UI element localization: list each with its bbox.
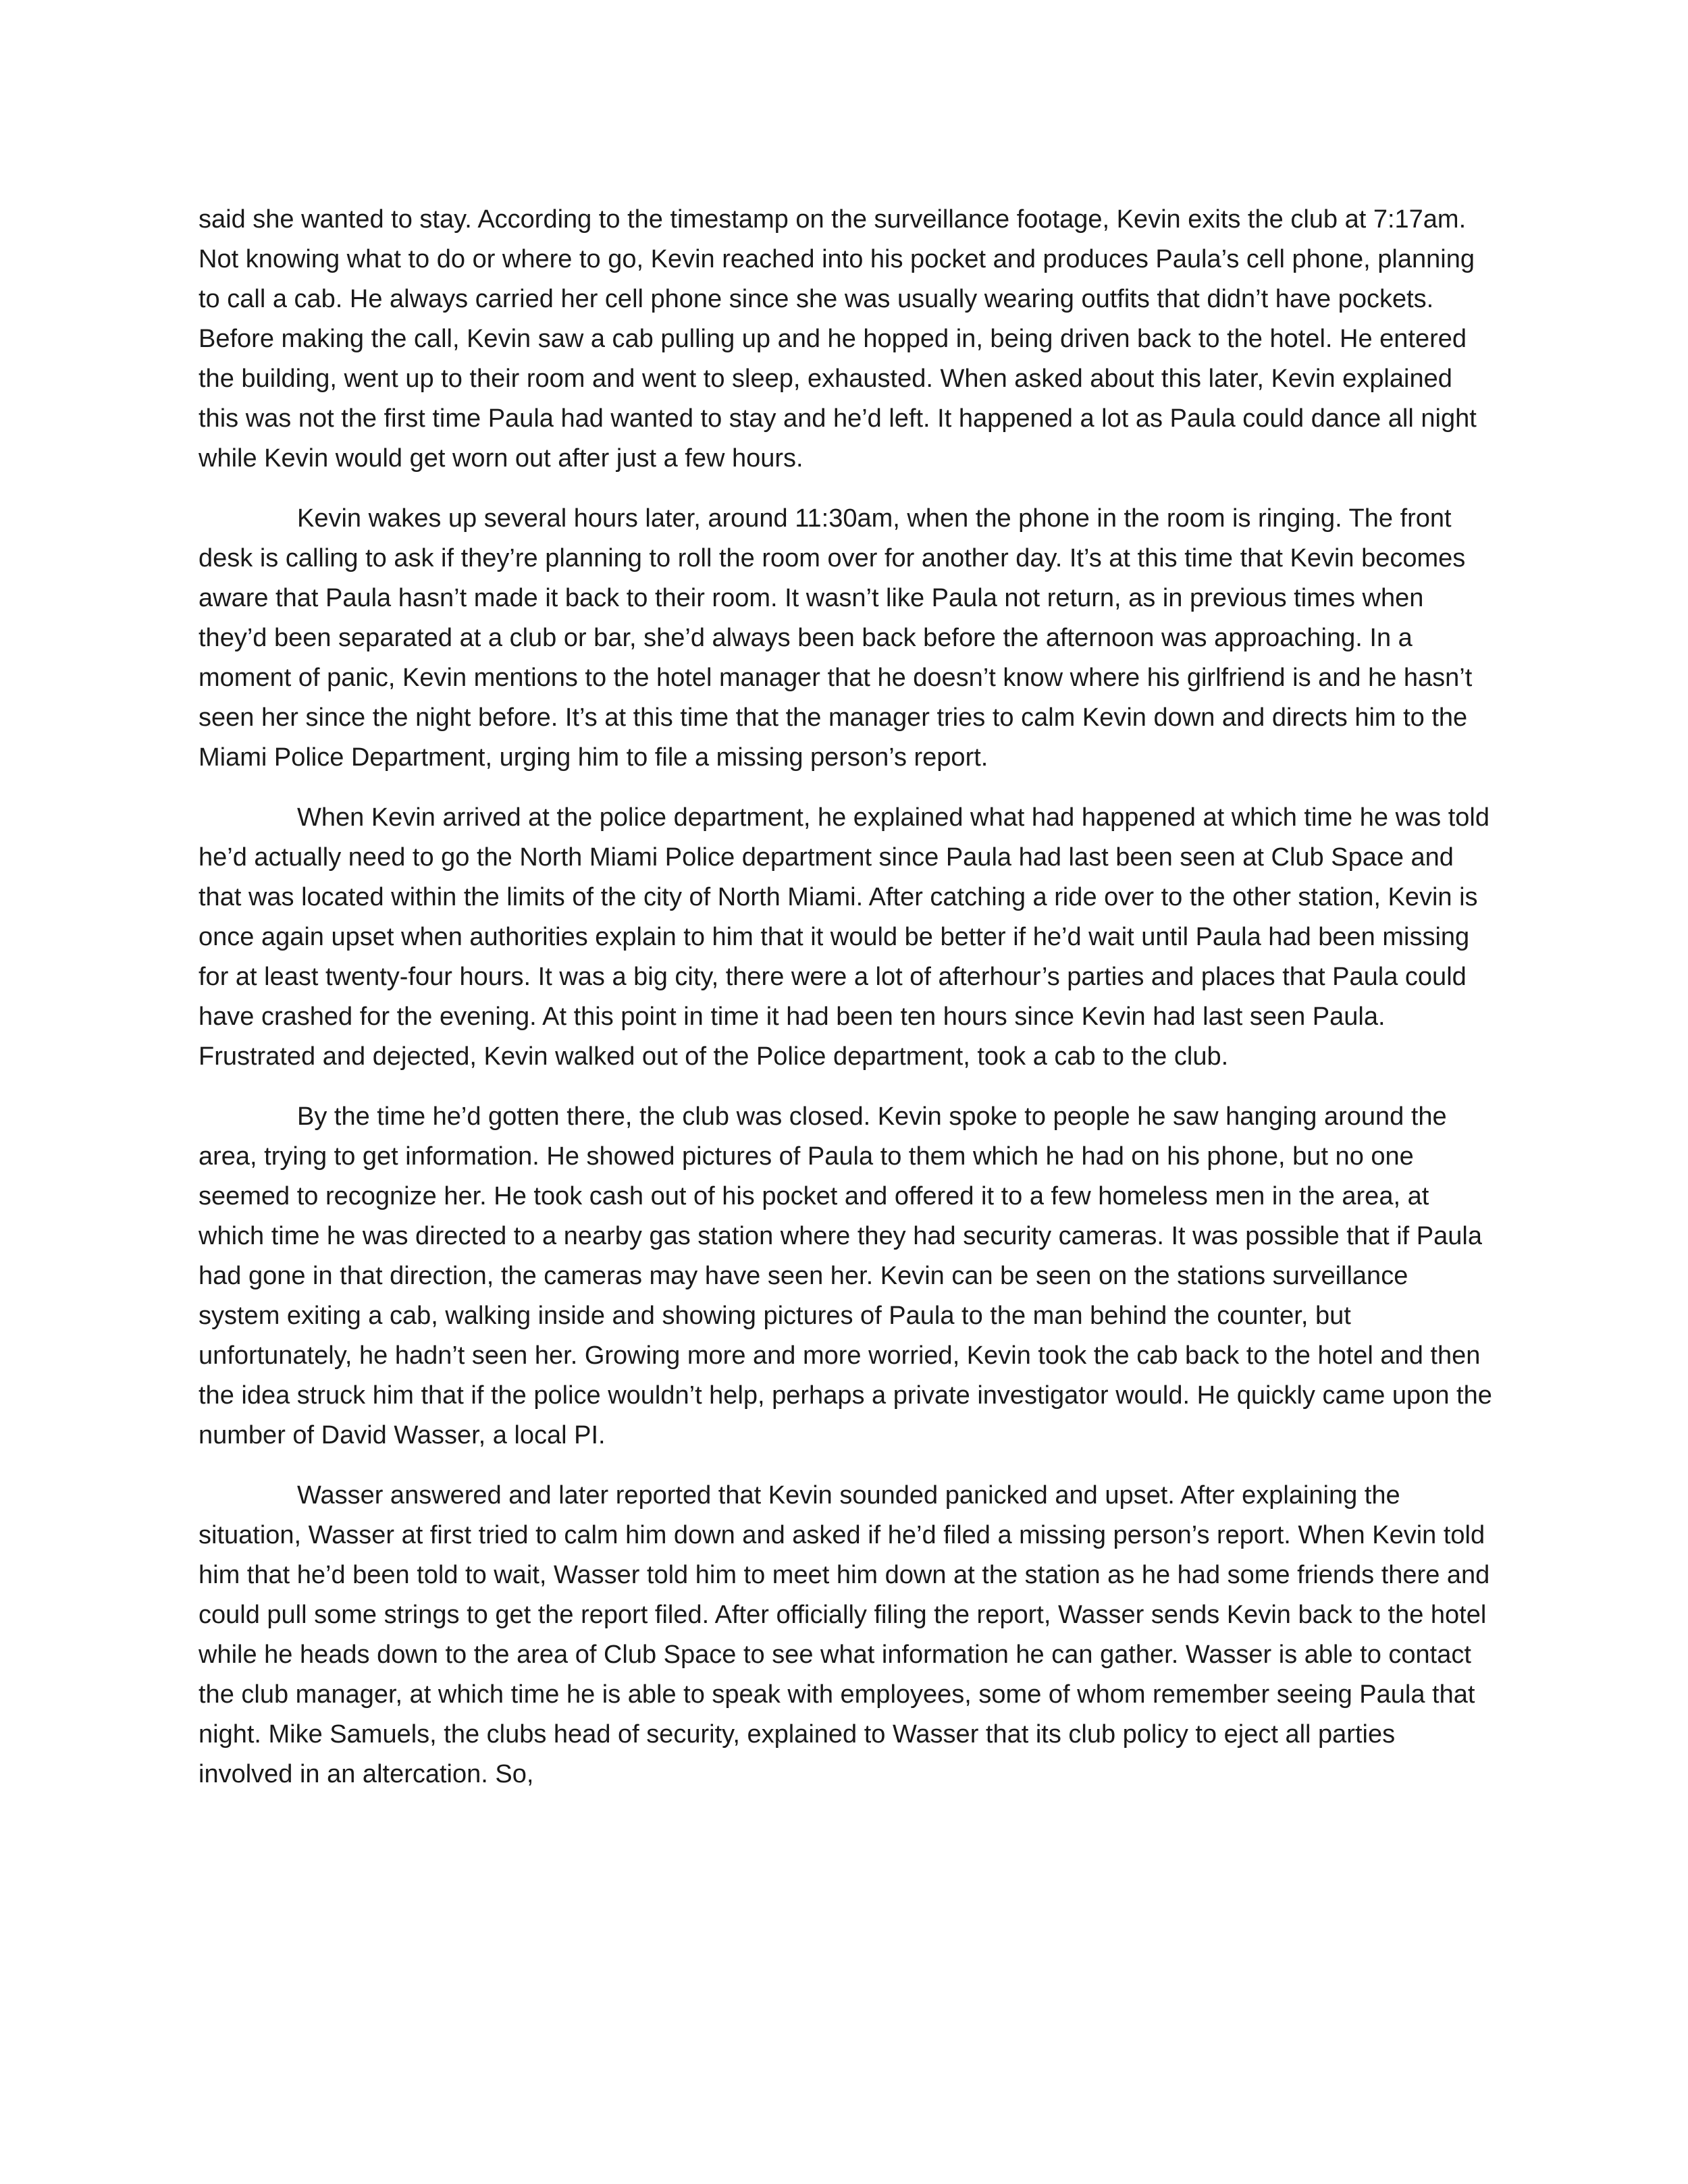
paragraph-4: By the time he’d gotten there, the club was closed. Kevin spoke to people he saw hanging around the area, trying to get information. He showed pictures of Paula to them which he had on his phone, but no one seemed to recognize her. He took cash out of his pocket and offered it to a few homeless men in the area, at which time he was directed to a nearby gas station where they had security cameras. It was possible that if Paula had gone in that direction, the cameras may have seen her. Kevin can be seen on the stations surveillance system exiting a cab, walking inside and showing pictures of Paula to the man behind the counter, but unfortunately, he hadn’t seen her. Growing more and more worried, Kevin took the cab back to the hotel and then the idea struck him that if the police wouldn’t help, perhaps a private investigator would. He quickly came upon the number of David Wasser, a local PI. — [199, 1102, 1492, 1449]
document-page — [199, 200, 1495, 1815]
paragraph-1: said she wanted to stay. According to the timestamp on the surveillance footage, Kevin exits the club at 7:17am. Not knowing what to do or where to go, Kevin reached into his pocket and produces Paula’s cell phone, planning to call a cab. He always carried her cell phone since she was usually wearing outfits that didn’t have pockets. Before making the call, Kevin saw a cab pulling up and he hopped in, being driven back to the hotel. He entered the building, went up to their room and went to sleep, exhausted. When asked about this later, Kevin explained this was not the first time Paula had wanted to stay and he’d left. It happened a lot as Paula could dance all night while Kevin would get worn out after just a few hours. — [199, 205, 1477, 473]
paragraph-3: When Kevin arrived at the police department, he explained what had happened at which time he was told he’d actually need to go the North Miami Police department since Paula had last been seen at Club Space and that was located within the limits of the city of North Miami. After catching a ride over to the other station, Kevin is once again upset when authorities explain to him that it would be better if he’d wait until Paula had been missing for at least twenty-four hours. It was a big city, there were a lot of afterhour’s parties and places that Paula could have crashed for the evening. At this point in time it had been ten hours since Kevin had last seen Paula. Frustrated and dejected, Kevin walked out of the Police department, took a cab to the club. — [199, 803, 1489, 1071]
paragraph-2: Kevin wakes up several hours later, around 11:30am, when the phone in the room is ringing. The front desk is calling to ask if they’re planning to roll the room over for another day. It’s at this time that Kevin becomes aware that Paula hasn’t made it back to their room. It wasn’t like Paula not return, as in previous times when they’d been separated at a club or bar, she’d always been back before the afternoon was approaching. In a moment of panic, Kevin mentions to the hotel manager that he doesn’t know where his girlfriend is and he hasn’t seen her since the night before. It’s at this time that the manager tries to calm Kevin down and directs him to the Miami Police Department, urging him to file a missing person’s report. — [199, 504, 1473, 772]
paragraph-5: Wasser answered and later reported that Kevin sounded panicked and upset. After explaining the situation, Wasser at first tried to calm him down and asked if he’d filed a missing person’s report. When Kevin told him that he’d been told to wait, Wasser told him to meet him down at the station as he had some friends there and could pull some strings to get the report filed. After officially filing the report, Wasser sends Kevin back to the hotel while he heads down to the area of Club Space to see what information he can gather. Wasser is able to contact the club manager, at which time he is able to speak with employees, some of whom remember seeing Paula that night. Mike Samuels, the clubs head of security, explained to Wasser that its club policy to eject all parties involved in an altercation. So, — [199, 1481, 1490, 1788]
